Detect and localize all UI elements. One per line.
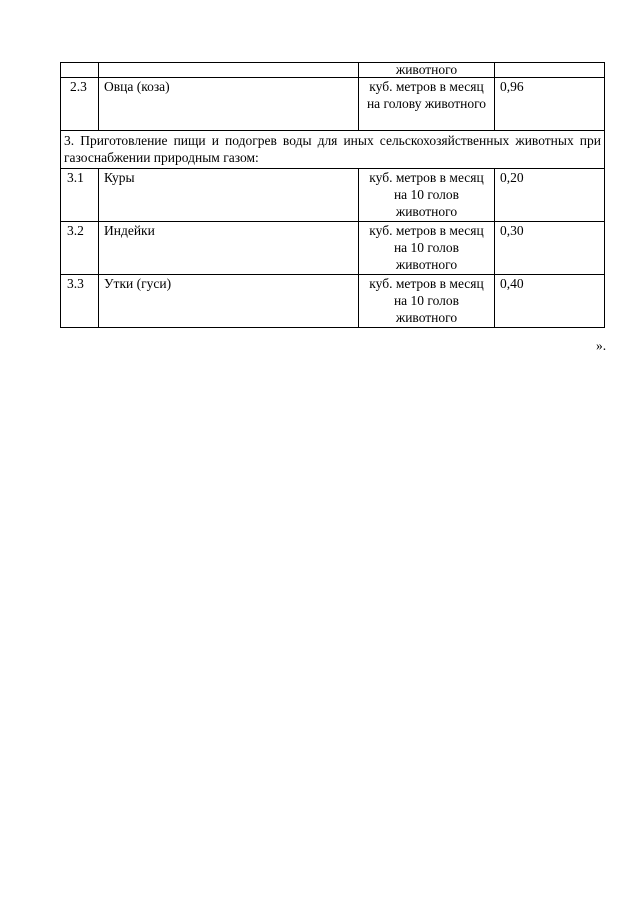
row-unit: животного [359,63,495,78]
row-number [61,63,99,78]
table-row-3-3 [61,275,605,328]
row-animal-name: Овца (коза) [99,78,359,131]
table-row-3-1 [61,169,605,222]
table-row-continuation [61,63,605,78]
row-number: 3.1 [61,169,99,222]
closing-quote-mark: ». [596,338,607,353]
table-row-3-2 [61,222,605,275]
row-number: 3.2 [61,222,99,275]
row-unit: куб. метров в месяц на 10 голов животного [359,222,495,275]
row-number: 2.3 [61,78,99,131]
row-animal-name: Индейки [99,222,359,275]
row-unit: куб. метров в месяц на 10 голов животного [359,275,495,328]
row-animal-name [99,63,359,78]
row-unit: куб. метров в месяц на 10 голов животного [359,169,495,222]
table-section-3-header [61,131,605,169]
row-value: 0,20 [495,169,605,222]
table-row-2-3 [61,78,605,131]
row-animal-name: Утки (гуси) [99,275,359,328]
section-3-title: 3. Приготовление пищи и подогрев воды для иных сельскохозяйственных животных при газоснабжении природным газом: [61,131,605,169]
row-number: 3.3 [61,275,99,328]
row-value [495,63,605,78]
row-unit: куб. метров в месяц на голову животного [359,78,495,131]
row-animal-name: Куры [99,169,359,222]
row-value: 0,40 [495,275,605,328]
gas-consumption-norms-table [60,62,605,328]
row-value: 0,30 [495,222,605,275]
row-value: 0,96 [495,78,605,131]
